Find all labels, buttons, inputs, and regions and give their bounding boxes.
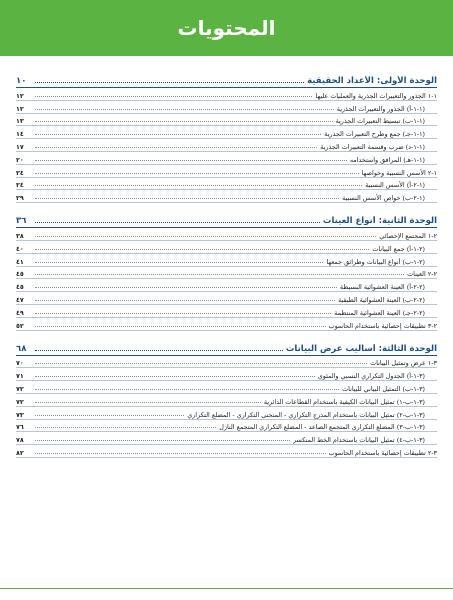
toc-entry[interactable] (16, 305, 437, 318)
entry-page-number: ٤٧ (16, 295, 24, 304)
entry-page-number: ٧٢ (16, 397, 24, 406)
entry-title: ٢-٢ العينات (407, 270, 437, 279)
entry-title: (١-١-ب) تبسيط التعبيرات الجذرية (335, 117, 425, 126)
entry-page-number: ٨٢ (16, 448, 24, 457)
entry-title: (٣-١-ب-٢) تمثيل البيانات باستخدام المدرج التكراري - المنحنى التكراري - المضلع التكراري (187, 410, 425, 419)
entry-page-number: ٢٩ (16, 194, 24, 203)
toc-entry[interactable] (16, 126, 437, 139)
toc-entry[interactable] (16, 407, 437, 420)
entry-title: (٢-١-أ) جمع البيانات (372, 244, 425, 253)
entry-page-number: ٢٤ (16, 168, 24, 177)
dot-leader (35, 453, 326, 454)
entry-title: ٢-٣ تطبيقات إحصائية باستخدام الحاسوب (328, 321, 437, 330)
unit-heading[interactable] (16, 212, 437, 228)
dot-leader (35, 262, 323, 263)
toc-entry[interactable] (16, 279, 437, 292)
dot-leader (35, 147, 317, 148)
unit-page-number: ٦٨ (16, 343, 27, 354)
toc-unit (16, 72, 437, 203)
entry-title: (١-١-د) ضرب وقسمة التعبيرات الجذرية (320, 142, 425, 151)
unit-page-number: ١٠ (16, 76, 27, 86)
entry-title: (١-١-هـ) المرافق واستخدامه (349, 155, 425, 164)
entry-page-number: ٤٩ (16, 308, 24, 317)
toc-entry[interactable] (16, 254, 437, 267)
unit-title: الوحدة الأولى: الأعداد الحقيقية (307, 76, 437, 86)
unit-heading[interactable] (16, 340, 437, 356)
entry-title: (٢-١-ب) أنواع البيانات وطرائق جمعها (326, 257, 425, 266)
unit-heading[interactable] (16, 72, 437, 88)
toc-entry[interactable] (16, 267, 437, 280)
toc-entry[interactable] (16, 420, 437, 433)
entry-title: (٣-١-ب-٣) المضلع التكراري المتجمع الصاعد - المضلع التكراري المتجمع النازل (219, 423, 425, 432)
toc-entry[interactable] (16, 165, 437, 178)
entry-title: ٣-٢ تطبيقات إحصائية باستخدام الحاسوب (328, 448, 437, 457)
page-title: المحتويات (177, 16, 276, 40)
toc-unit (16, 212, 437, 330)
unit-title: الوحدة الثانية: أنواع العينات (322, 216, 437, 227)
title-banner (0, 0, 453, 56)
toc-entry[interactable] (16, 88, 437, 101)
entry-title: (٢-٢-جـ) العينة العشوائية المنتظمة (334, 308, 425, 317)
entry-page-number: ١٢ (16, 91, 24, 100)
dot-leader (35, 160, 347, 161)
entry-page-number: ٣٨ (16, 231, 24, 240)
dot-leader (35, 402, 261, 403)
toc-entry[interactable] (16, 394, 437, 407)
dot-leader (35, 363, 367, 364)
entry-page-number: ١٧ (16, 142, 24, 151)
entry-page-number: ٧٨ (16, 436, 24, 445)
entry-title: (١-١-جـ) جمع وطرح التعبيرات الجذرية (324, 130, 425, 139)
unit-page-number: ٣٦ (16, 216, 27, 227)
entry-title: ١-١ الجذور والتعبيرات الجذرية والعمليات عليها (315, 91, 437, 100)
entry-title: (٢-٢-ب) العينة العشوائية الطبقية (338, 295, 425, 304)
dot-leader (35, 121, 333, 122)
toc-entry[interactable] (16, 101, 437, 114)
entry-title: (١-٢-ب) خواص الأسس النسبية (342, 194, 425, 203)
entry-page-number: ٤٠ (16, 244, 24, 253)
entry-title: ٣-١ عرض وتمثيل البيانات (370, 359, 437, 368)
entry-page-number: ٤٥ (16, 270, 24, 279)
toc-entry[interactable] (16, 152, 437, 165)
dot-leader (35, 440, 290, 441)
toc-entry[interactable] (16, 114, 437, 127)
entry-page-number: ٧٢ (16, 384, 24, 393)
entry-page-number: ٧٠ (16, 359, 24, 368)
entry-page-number: ٤١ (16, 257, 24, 266)
entry-title: (٢-٢-أ) العينة العشوائية البسيطة (339, 283, 425, 292)
entry-title: (١-١-أ) الجذور والتعبيرات الجذرية (336, 104, 425, 113)
entry-title: ١-٢ الأسس النسبية وخواصها (361, 168, 437, 177)
dot-leader (35, 427, 216, 428)
entry-title: (٣-١-ب) التمثيل البياني للبيانات (342, 384, 425, 393)
toc-entry[interactable] (16, 381, 437, 394)
dot-leader (35, 236, 376, 237)
dot-leader (35, 300, 335, 301)
toc-entry[interactable] (16, 318, 437, 331)
dot-leader (35, 389, 339, 390)
dot-leader (35, 376, 315, 377)
dot-leader (35, 198, 339, 199)
toc-entry[interactable] (16, 292, 437, 305)
table-of-contents (0, 56, 453, 458)
entry-title: (٣-١-ب-٤) تمثيل البيانات باستخدام الخط المنكسر (292, 436, 425, 445)
toc-entry[interactable] (16, 228, 437, 241)
entry-page-number: ٤٥ (16, 283, 24, 292)
dot-leader (35, 287, 337, 288)
toc-entry[interactable] (16, 356, 437, 369)
entry-page-number: ٧٣ (16, 410, 24, 419)
entry-page-number: ١٢ (16, 104, 24, 113)
toc-entry[interactable] (16, 432, 437, 445)
dot-leader (35, 173, 359, 174)
entry-page-number: ٢٠ (16, 155, 24, 164)
entry-page-number: ٧٦ (16, 423, 24, 432)
toc-entry[interactable] (16, 368, 437, 381)
footer-divider (0, 588, 453, 589)
entry-page-number: ١٤ (16, 130, 24, 139)
dot-leader (35, 326, 326, 327)
entry-page-number: ٧١ (16, 372, 24, 381)
dot-leader (35, 96, 312, 97)
unit-title: الوحدة الثالثة: أساليب عرض البيانات (285, 343, 437, 354)
entry-page-number: ٥٢ (16, 321, 24, 330)
toc-entry[interactable] (16, 190, 437, 203)
entry-title: (٣-١-أ) الجدول التكراري النسبي والمئوي (317, 372, 425, 381)
dot-leader (35, 415, 184, 416)
dot-leader (35, 109, 334, 110)
dot-leader (35, 350, 283, 351)
entry-title: ٢-١ المجتمع الإحصائي (379, 231, 437, 240)
entry-page-number: ١٣ (16, 117, 24, 126)
dot-leader (35, 222, 320, 223)
entry-title: (٣-١-ب-١) تمثيل البيانات الكيفية باستخدام القطاعات الدائرية (263, 397, 425, 406)
dot-leader (35, 249, 369, 250)
dot-leader (35, 134, 321, 135)
toc-entry[interactable] (16, 241, 437, 254)
toc-entry[interactable] (16, 445, 437, 458)
dot-leader (35, 82, 304, 83)
dot-leader (35, 274, 404, 275)
dot-leader (35, 185, 362, 186)
toc-entry[interactable] (16, 139, 437, 152)
entry-title: (١-٢-أ) الأسس النسبية (365, 181, 425, 190)
toc-entry[interactable] (16, 178, 437, 191)
toc-unit (16, 340, 437, 458)
entry-page-number: ٢٤ (16, 181, 24, 190)
dot-leader (35, 313, 331, 314)
